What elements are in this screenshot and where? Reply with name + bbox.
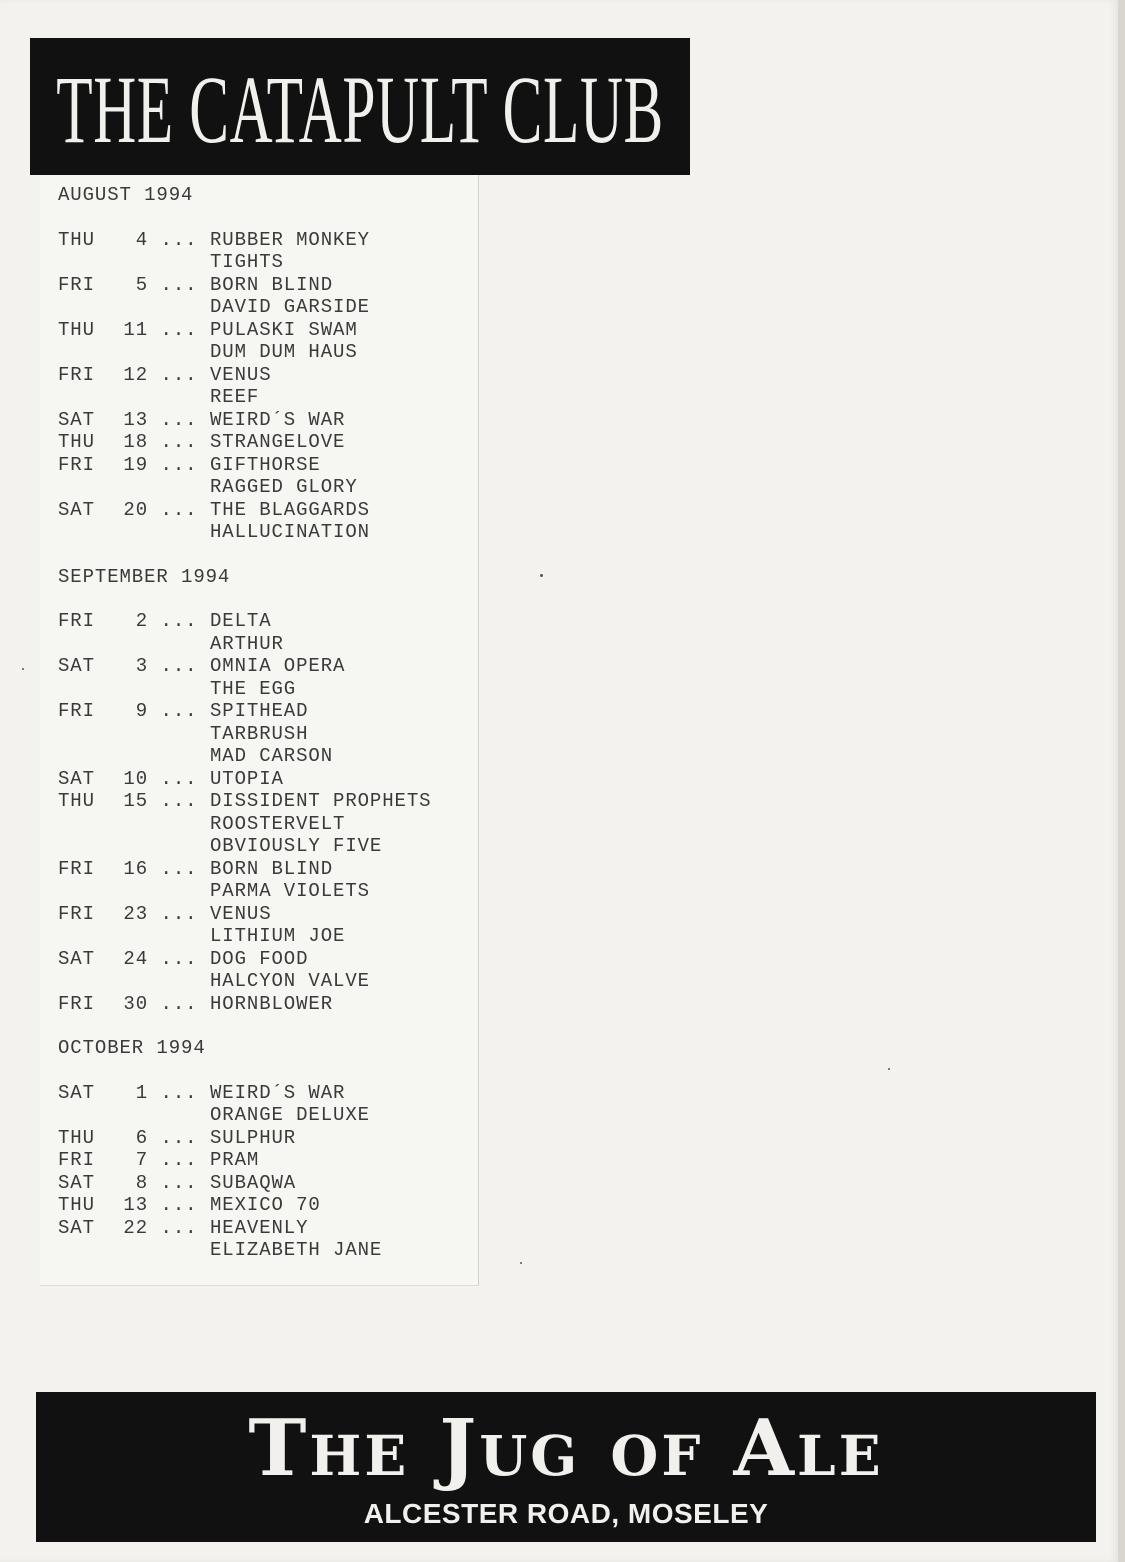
gig-day: FRI <box>58 700 95 722</box>
gig-entry <box>58 790 478 858</box>
paper-speck <box>888 1068 890 1070</box>
gig-entry <box>58 655 478 700</box>
gig-date: 4 <box>135 228 148 251</box>
gig-date: 12 <box>123 363 148 386</box>
gig-day: SAT <box>58 498 95 521</box>
gig-day: FRI <box>58 1149 95 1171</box>
gig-entry <box>58 499 478 544</box>
gig-acts <box>210 1172 296 1195</box>
band-name: BORN BLIND <box>210 857 334 880</box>
gig-day: THU <box>58 790 95 812</box>
band-name: WEIRD´S WAR <box>210 1081 346 1104</box>
gig-separator: ... <box>160 1171 198 1194</box>
footer-banner <box>36 1392 1096 1542</box>
gig-separator: ... <box>160 498 198 521</box>
gig-date: 11 <box>123 318 148 341</box>
gig-separator: ... <box>160 790 198 812</box>
gig-date: 7 <box>135 1149 148 1171</box>
gig-separator: ... <box>160 992 198 1015</box>
gig-entry <box>58 319 478 364</box>
band-name: HALLUCINATION <box>210 521 370 543</box>
band-name: UTOPIA <box>210 767 284 790</box>
gig-day: SAT <box>58 947 95 970</box>
gig-entry <box>58 768 478 791</box>
gig-date: 13 <box>123 1194 148 1216</box>
band-name: WEIRD´S WAR <box>210 408 346 431</box>
gig-date: 24 <box>123 947 148 970</box>
club-name: THE CATAPULT CLUB <box>56 55 664 163</box>
band-name: HORNBLOWER <box>210 992 334 1015</box>
gig-acts <box>210 993 333 1016</box>
gig-date: 22 <box>123 1216 148 1239</box>
gig-day: SAT <box>58 1171 95 1194</box>
gig-acts <box>210 610 284 655</box>
band-name: THE EGG <box>210 677 297 700</box>
gig-acts <box>210 1194 321 1217</box>
gig-date: 18 <box>123 431 148 453</box>
gig-acts <box>210 858 370 903</box>
gig-date: 13 <box>123 408 148 431</box>
gig-acts <box>210 1149 259 1172</box>
gig-day: SAT <box>58 1081 95 1104</box>
gig-date: 6 <box>135 1126 148 1149</box>
gig-acts <box>210 319 358 364</box>
gig-acts <box>210 1082 370 1127</box>
gig-separator: ... <box>160 700 198 722</box>
gig-entry <box>58 948 478 993</box>
gig-acts <box>210 768 284 791</box>
gig-separator: ... <box>160 947 198 970</box>
gig-date: 23 <box>123 902 148 925</box>
gig-entry <box>58 1217 478 1262</box>
gig-date: 10 <box>123 767 148 790</box>
gig-entry <box>58 454 478 499</box>
paper-speck <box>540 574 543 577</box>
gig-separator: ... <box>160 1216 198 1239</box>
gig-separator: ... <box>160 902 198 925</box>
band-name: OBVIOUSLY FIVE <box>210 835 383 857</box>
gig-acts <box>210 409 345 432</box>
band-name: ORANGE DELUXE <box>210 1104 370 1126</box>
gig-day: THU <box>58 318 95 341</box>
gig-listing <box>58 184 478 1262</box>
band-name: DOG FOOD <box>210 947 309 970</box>
band-name: LITHIUM JOE <box>210 925 346 947</box>
gig-acts <box>210 948 370 993</box>
gig-day: SAT <box>58 767 95 790</box>
gig-separator: ... <box>160 431 198 453</box>
gig-date: 1 <box>135 1081 148 1104</box>
band-name: STRANGELOVE <box>210 431 346 453</box>
gig-separator: ... <box>160 1126 198 1149</box>
gig-date: 16 <box>123 857 148 880</box>
gig-day: FRI <box>58 453 95 476</box>
gig-date: 15 <box>123 790 148 812</box>
gig-acts <box>210 1217 382 1262</box>
band-name: VENUS <box>210 363 272 386</box>
band-name: DUM DUM HAUS <box>210 341 358 363</box>
gig-entry <box>58 1149 478 1172</box>
band-name: BORN BLIND <box>210 273 334 296</box>
band-name: DAVID GARSIDE <box>210 296 370 318</box>
gig-entry <box>58 1172 478 1195</box>
gig-day: FRI <box>58 902 95 925</box>
gig-separator: ... <box>160 453 198 476</box>
header-banner <box>30 38 690 175</box>
band-name: VENUS <box>210 902 272 925</box>
gig-separator: ... <box>160 318 198 341</box>
month-heading: OCTOBER 1994 <box>58 1037 206 1059</box>
gig-separator: ... <box>160 610 198 632</box>
gig-separator: ... <box>160 1194 198 1216</box>
gig-separator: ... <box>160 1081 198 1104</box>
band-name: HEAVENLY <box>210 1216 309 1239</box>
gig-date: 3 <box>135 655 148 677</box>
month-heading: SEPTEMBER 1994 <box>58 565 231 588</box>
gig-entry <box>58 610 478 655</box>
band-name: THE BLAGGARDS <box>210 498 370 521</box>
gig-acts <box>210 655 345 700</box>
gig-entry <box>58 1127 478 1150</box>
band-name: RAGGED GLORY <box>210 476 358 498</box>
month-gap <box>58 544 478 566</box>
gig-acts <box>210 364 272 409</box>
gig-date: 19 <box>123 453 148 476</box>
gig-separator: ... <box>160 857 198 880</box>
gig-day: SAT <box>58 408 95 431</box>
band-name: RUBBER MONKEY <box>210 228 370 251</box>
gig-entry <box>58 858 478 903</box>
gig-separator: ... <box>160 767 198 790</box>
band-name: GIFTHORSE <box>210 453 321 476</box>
gig-separator: ... <box>160 273 198 296</box>
gig-acts <box>210 700 333 768</box>
band-name: DELTA <box>210 610 272 632</box>
band-name: HALCYON VALVE <box>210 970 370 992</box>
venue-address: ALCESTER ROAD, MOSELEY <box>363 1498 769 1529</box>
gig-date: 5 <box>135 273 148 296</box>
gig-day: FRI <box>58 363 95 386</box>
month-gap <box>58 1015 478 1037</box>
gig-acts <box>210 229 370 274</box>
gig-date: 8 <box>135 1171 148 1194</box>
gig-date: 2 <box>135 610 148 632</box>
gig-day: THU <box>58 431 95 453</box>
paper-speck <box>520 1262 522 1264</box>
band-name: PULASKI SWAM <box>210 318 358 341</box>
gig-entry <box>58 903 478 948</box>
gig-acts <box>210 431 345 454</box>
band-name: SULPHUR <box>210 1126 297 1149</box>
gig-day: FRI <box>58 610 95 632</box>
gig-entry <box>58 364 478 409</box>
band-name: ROOSTERVELT <box>210 812 346 835</box>
band-name: MEXICO 70 <box>210 1194 321 1216</box>
gig-date: 20 <box>123 498 148 521</box>
gig-separator: ... <box>160 363 198 386</box>
gig-separator: ... <box>160 1149 198 1171</box>
band-name: DISSIDENT PROPHETS <box>210 790 432 812</box>
gig-date: 9 <box>135 700 148 722</box>
band-name: TIGHTS <box>210 251 284 273</box>
gig-acts <box>210 1127 296 1150</box>
venue-name: The Jug of Ale <box>248 1403 884 1494</box>
gig-entry <box>58 993 478 1016</box>
band-name: SPITHEAD <box>210 700 309 722</box>
band-name: PARMA VIOLETS <box>210 880 370 902</box>
gig-day: SAT <box>58 1216 95 1239</box>
gig-entry <box>58 274 478 319</box>
gig-entry <box>58 1194 478 1217</box>
gig-acts <box>210 274 370 319</box>
gig-acts <box>210 790 431 858</box>
gig-acts <box>210 903 345 948</box>
gig-day: FRI <box>58 273 95 296</box>
band-name: SUBAQWA <box>210 1171 297 1194</box>
band-name: REEF <box>210 386 260 408</box>
gig-entry <box>58 229 478 274</box>
gig-day: FRI <box>58 857 95 880</box>
gig-entry <box>58 431 478 454</box>
gig-day: THU <box>58 228 95 251</box>
gig-day: FRI <box>58 992 95 1015</box>
band-name: ARTHUR <box>210 632 284 655</box>
gig-day: SAT <box>58 655 95 677</box>
gig-separator: ... <box>160 228 198 251</box>
gig-separator: ... <box>160 408 198 431</box>
gig-entry <box>58 1082 478 1127</box>
gig-acts <box>210 454 358 499</box>
gig-day: THU <box>58 1194 95 1216</box>
gig-entry <box>58 409 478 432</box>
gig-entry <box>58 700 478 768</box>
gig-separator: ... <box>160 655 198 677</box>
band-name: OMNIA OPERA <box>210 655 346 677</box>
band-name: TARBRUSH <box>210 722 309 745</box>
month-heading: AUGUST 1994 <box>58 184 194 206</box>
band-name: PRAM <box>210 1149 260 1171</box>
gig-date: 30 <box>123 992 148 1015</box>
gig-day: THU <box>58 1126 95 1149</box>
paper-speck <box>22 668 24 670</box>
gig-acts <box>210 499 370 544</box>
band-name: ELIZABETH JANE <box>210 1239 383 1261</box>
band-name: MAD CARSON <box>210 745 334 767</box>
